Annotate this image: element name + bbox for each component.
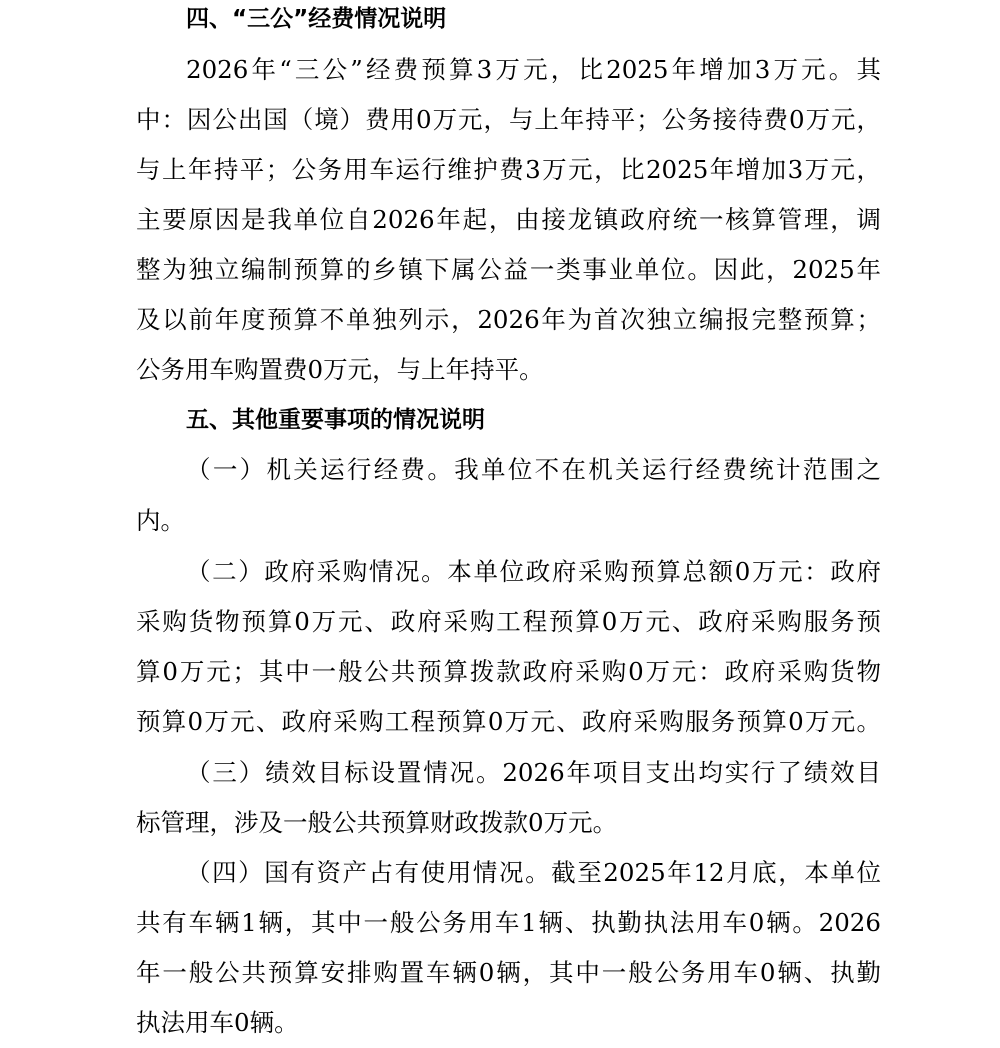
section-4-line-7: 公务用车购置费0万元，与上年持平。 bbox=[136, 355, 544, 384]
item-2-line-1: （二）政府采购情况。本单位政府采购预算总额0万元：政府 bbox=[186, 557, 881, 586]
item-3-line-2: 标管理，涉及一般公共预算财政拨款0万元。 bbox=[136, 808, 618, 837]
item-4-line-3: 年一般公共预算安排购置车辆0辆，其中一般公务用车0辆、执勤 bbox=[136, 958, 881, 987]
section-4-heading: 四、“三公”经费情况说明 bbox=[186, 6, 447, 32]
section-5-heading: 五、其他重要事项的情况说明 bbox=[186, 407, 485, 433]
section-4-line-5: 整为独立编制预算的乡镇下属公益一类事业单位。因此，2025年 bbox=[136, 255, 881, 284]
item-2-line-3: 算0万元；其中一般公共预算拨款政府采购0万元：政府采购货物 bbox=[136, 657, 881, 686]
item-4-line-4: 执法用车0辆。 bbox=[136, 1008, 299, 1037]
item-1-line-2: 内。 bbox=[136, 506, 185, 535]
item-4-line-2: 共有车辆1辆，其中一般公务用车1辆、执勤执法用车0辆。2026 bbox=[136, 908, 881, 937]
section-4-line-3: 与上年持平；公务用车运行维护费3万元，比2025年增加3万元， bbox=[136, 155, 881, 184]
item-2-line-2: 采购货物预算0万元、政府采购工程预算0万元、政府采购服务预 bbox=[136, 607, 881, 636]
item-3-line-1: （三）绩效目标设置情况。2026年项目支出均实行了绩效目 bbox=[186, 758, 881, 787]
section-4-line-6: 及以前年度预算不单独列示，2026年为首次独立编报完整预算； bbox=[136, 305, 881, 334]
item-4-line-1: （四）国有资产占有使用情况。截至2025年12月底，本单位 bbox=[186, 858, 881, 887]
item-1-line-1: （一）机关运行经费。我单位不在机关运行经费统计范围之 bbox=[186, 455, 881, 484]
item-2-line-4: 预算0万元、政府采购工程预算0万元、政府采购服务预算0万元。 bbox=[136, 707, 881, 736]
section-4-line-2: 中：因公出国（境）费用0万元，与上年持平；公务接待费0万元， bbox=[136, 105, 881, 134]
section-4-line-1: 2026年“三公”经费预算3万元，比2025年增加3万元。其 bbox=[186, 55, 881, 84]
section-4-line-4: 主要原因是我单位自2026年起，由接龙镇政府统一核算管理，调 bbox=[136, 205, 881, 234]
